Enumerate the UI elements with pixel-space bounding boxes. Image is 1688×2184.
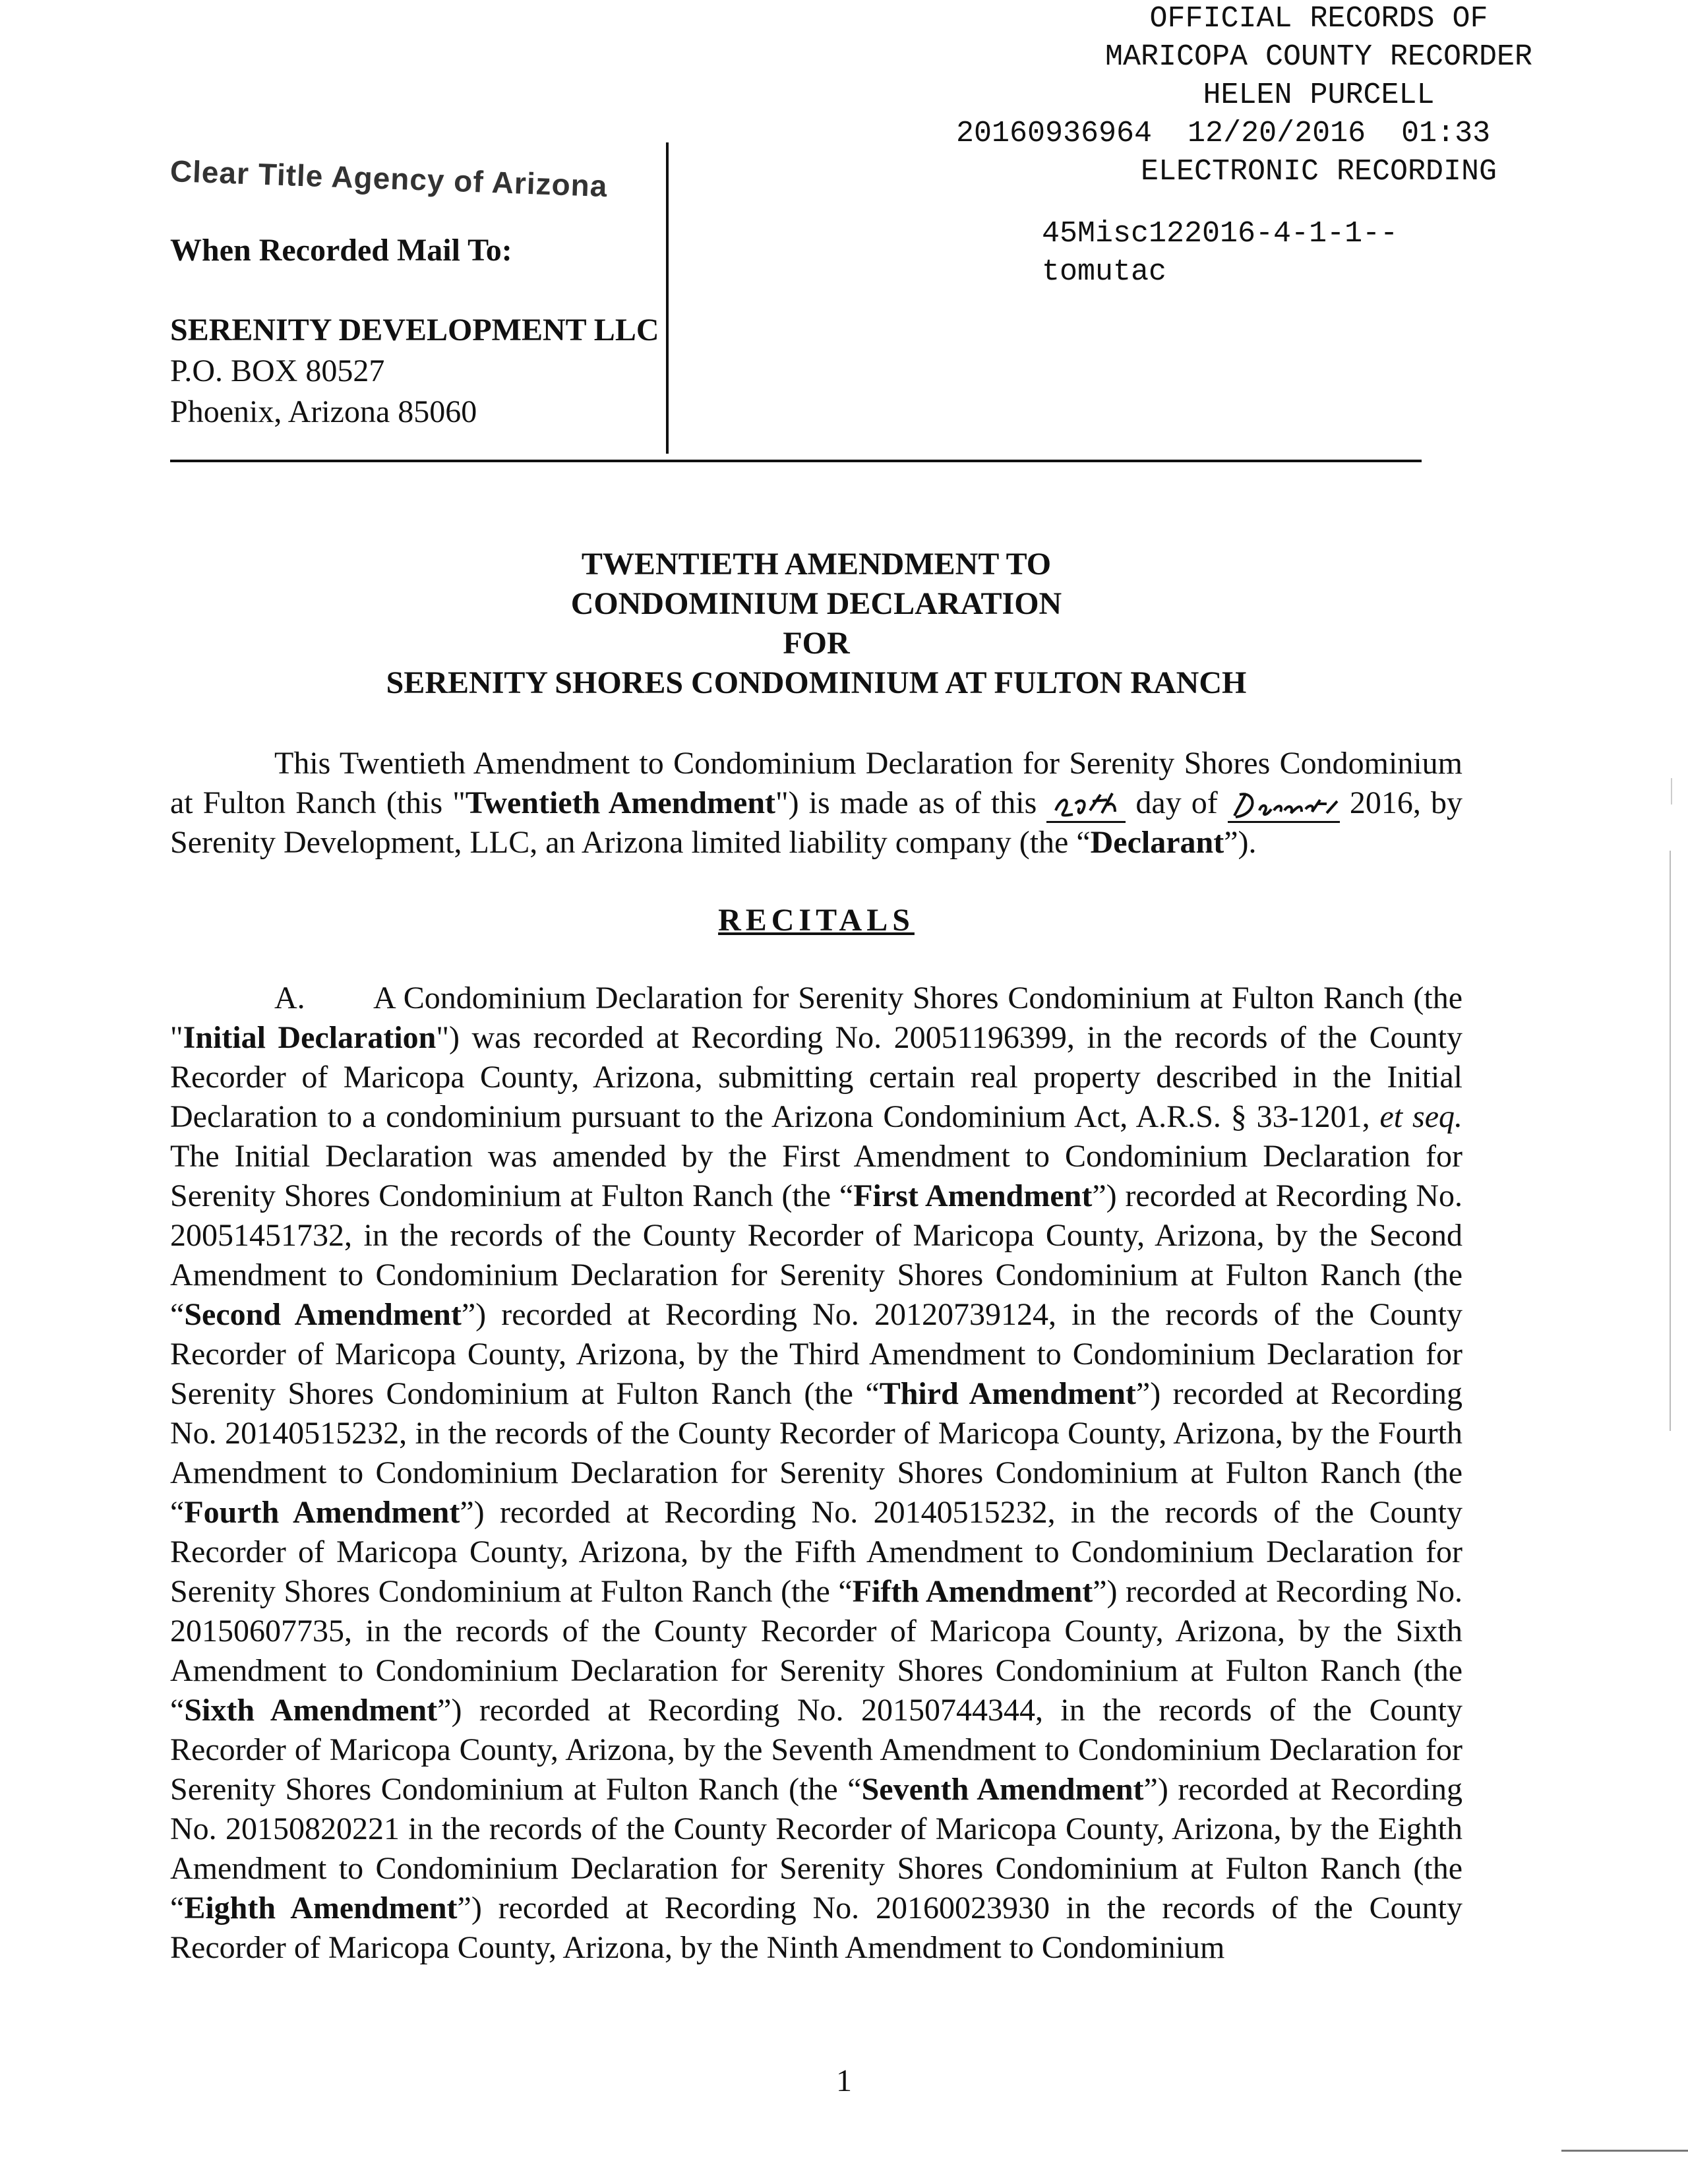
stamp-line-official-records: OFFICIAL RECORDS OF <box>1149 2 1488 36</box>
intro-defined-term-declarant: Declarant <box>1090 825 1224 860</box>
mail-to-label: When Recorded Mail To: <box>170 233 512 268</box>
recital-text: ”) recorded at Recording No. 20140515232, in the records of the County Recorder of Maricopa County, Arizona, by the Fifth Amendment to Condominium Declaration for Serenity Shores Condominium at Fulton Ranch (the “ <box>170 1495 1462 1609</box>
stamp-line-recorder-name: HELEN PURCELL <box>1203 78 1435 112</box>
intro-text-1: This Twentieth Amendment to Condominium Declaration for Serenity Shores Condominium at Fulton Ranch (this " <box>170 746 1462 820</box>
intro-defined-term-twentieth-amendment: Twentieth Amendment <box>465 785 776 820</box>
recital-text: ”) recorded at Recording No. 20150744344, in the records of the County Recorder of Maricopa County, Arizona, by the Seventh Amendment to Condominium Declaration for Serenity Shores Condominium at Fulton Ranch (the “ <box>170 1693 1463 1807</box>
recital-a-paragraph <box>170 979 1462 1968</box>
handwritten-month-signature <box>1228 791 1340 823</box>
recorder-stamp <box>956 0 1681 291</box>
addressee-city-state-zip: Phoenix, Arizona 85060 <box>170 394 477 429</box>
recital-text: ”) recorded at Recording No. 20150607735, in the records of the County Recorder of Maricopa County, Arizona, by the Sixth Amendment to Condominium Declaration for Serenity Shores Condominium at Fulton Ranch (the “ <box>170 1574 1463 1728</box>
stamp-line-electronic-recording: ELECTRONIC RECORDING <box>1140 155 1497 189</box>
title-line-1: TWENTIETH AMENDMENT TO <box>581 547 1052 582</box>
stamp-code-line-2: tomutac <box>1042 255 1167 289</box>
recital-text: ”) recorded at Recording No. 20160023930 in the records of the County Recorder of Maricopa County, Arizona, by the Ninth Amendment to Condominium <box>170 1891 1462 1965</box>
defined-term: Fifth Amendment <box>852 1574 1093 1609</box>
defined-term: Fourth Amendment <box>184 1495 460 1530</box>
addressee-po-box: P.O. BOX 80527 <box>170 353 385 388</box>
stamp-record-number-date: 20160936964 12/20/2016 01:33 <box>956 117 1491 150</box>
defined-term: Second Amendment <box>184 1297 462 1332</box>
defined-term: Eighth Amendment <box>184 1891 458 1926</box>
recital-text: ”) recorded at Recording No. 20120739124, in the records of the County Recorder of Maricopa County, Arizona, by the Third Amendment to Condominium Declaration for Serenity Shores Condominium at Fulton Ranch (the “ <box>170 1297 1462 1411</box>
title-line-3: FOR <box>783 626 850 661</box>
intro-text-4: 2016, by Serenity Development, LLC, an Arizona limited liability company (the “ <box>170 785 1463 860</box>
recital-text: ") was recorded at Recording No. 20051196399, in the records of the County Recorder of Maricopa County, Arizona, submitting certain real property described in the Initial Declaration to a condominium pursuant to the Arizona Condominium Act, A.R.S. § 33-1201, <box>170 1020 1463 1134</box>
handwritten-day-signature <box>1046 791 1126 823</box>
addressee-name: SERENITY DEVELOPMENT LLC <box>170 313 659 348</box>
recital-text: ”) recorded at Recording No. 20150820221 in the records of the County Recorder of Maricopa County, Arizona, by the Eighth Amendment to Condominium Declaration for Serenity Shores Condominium at Fulton Ranch (the “ <box>170 1772 1463 1926</box>
page-number: 1 <box>836 2063 852 2098</box>
intro-text-5: ”). <box>1224 825 1257 860</box>
defined-term: Seventh Amendment <box>861 1772 1144 1807</box>
recital-text: ”) recorded at Recording No. 20140515232, in the records of the County Recorder of Maricopa County, Arizona, by the Fourth Amendment to Condominium Declaration for Serenity Shores Condominium at Fulton Ranch (the “ <box>170 1376 1463 1530</box>
recital-italic-et-seq: et seq. <box>1379 1099 1462 1134</box>
recital-text: The Initial Declaration was amended by the First Amendment to Condominium Declaration for Serenity Shores Condominium at Fulton Ranch (the “ <box>170 1139 1462 1213</box>
defined-term: Sixth Amendment <box>184 1693 438 1728</box>
defined-term: First Amendment <box>853 1178 1093 1213</box>
recitals-heading: RECITALS <box>718 903 915 938</box>
defined-term: Third Amendment <box>879 1376 1136 1411</box>
scan-edge-artifact <box>1670 851 1671 1431</box>
recital-letter: A. <box>274 981 305 1016</box>
title-line-2: CONDOMINIUM DECLARATION <box>570 586 1062 621</box>
defined-term: Initial Declaration <box>183 1020 437 1055</box>
title-line-4: SERENITY SHORES CONDOMINIUM AT FULTON RANCH <box>386 665 1247 700</box>
scan-edge-artifact <box>1671 778 1672 804</box>
title-agency-stamp: Clear Title Agency of Arizona <box>169 154 609 204</box>
recital-text: ”) recorded at Recording No. 20051451732, in the records of the County Recorder of Maricopa County, Arizona, by the Second Amendment to Condominium Declaration for Serenity Shores Condominium at Fulton Ranch (the “ <box>170 1178 1463 1332</box>
intro-paragraph <box>170 744 1462 863</box>
recital-text: A Condominium Declaration for Serenity Shores Condominium at Fulton Ranch (the " <box>170 981 1462 1055</box>
mailing-address <box>170 310 659 433</box>
intro-text-2: ") is made as of this <box>775 785 1047 820</box>
intro-text-3: day of <box>1126 785 1228 820</box>
stamp-code-line-1: 45Misc122016-4-1-1-- <box>1042 217 1399 251</box>
stamp-line-county-recorder: MARICOPA COUNTY RECORDER <box>1104 40 1533 74</box>
header-horizontal-rule <box>170 460 1422 462</box>
footer-rule-fragment <box>1561 2150 1688 2152</box>
header-vertical-divider <box>666 142 669 454</box>
document-title <box>170 545 1462 703</box>
